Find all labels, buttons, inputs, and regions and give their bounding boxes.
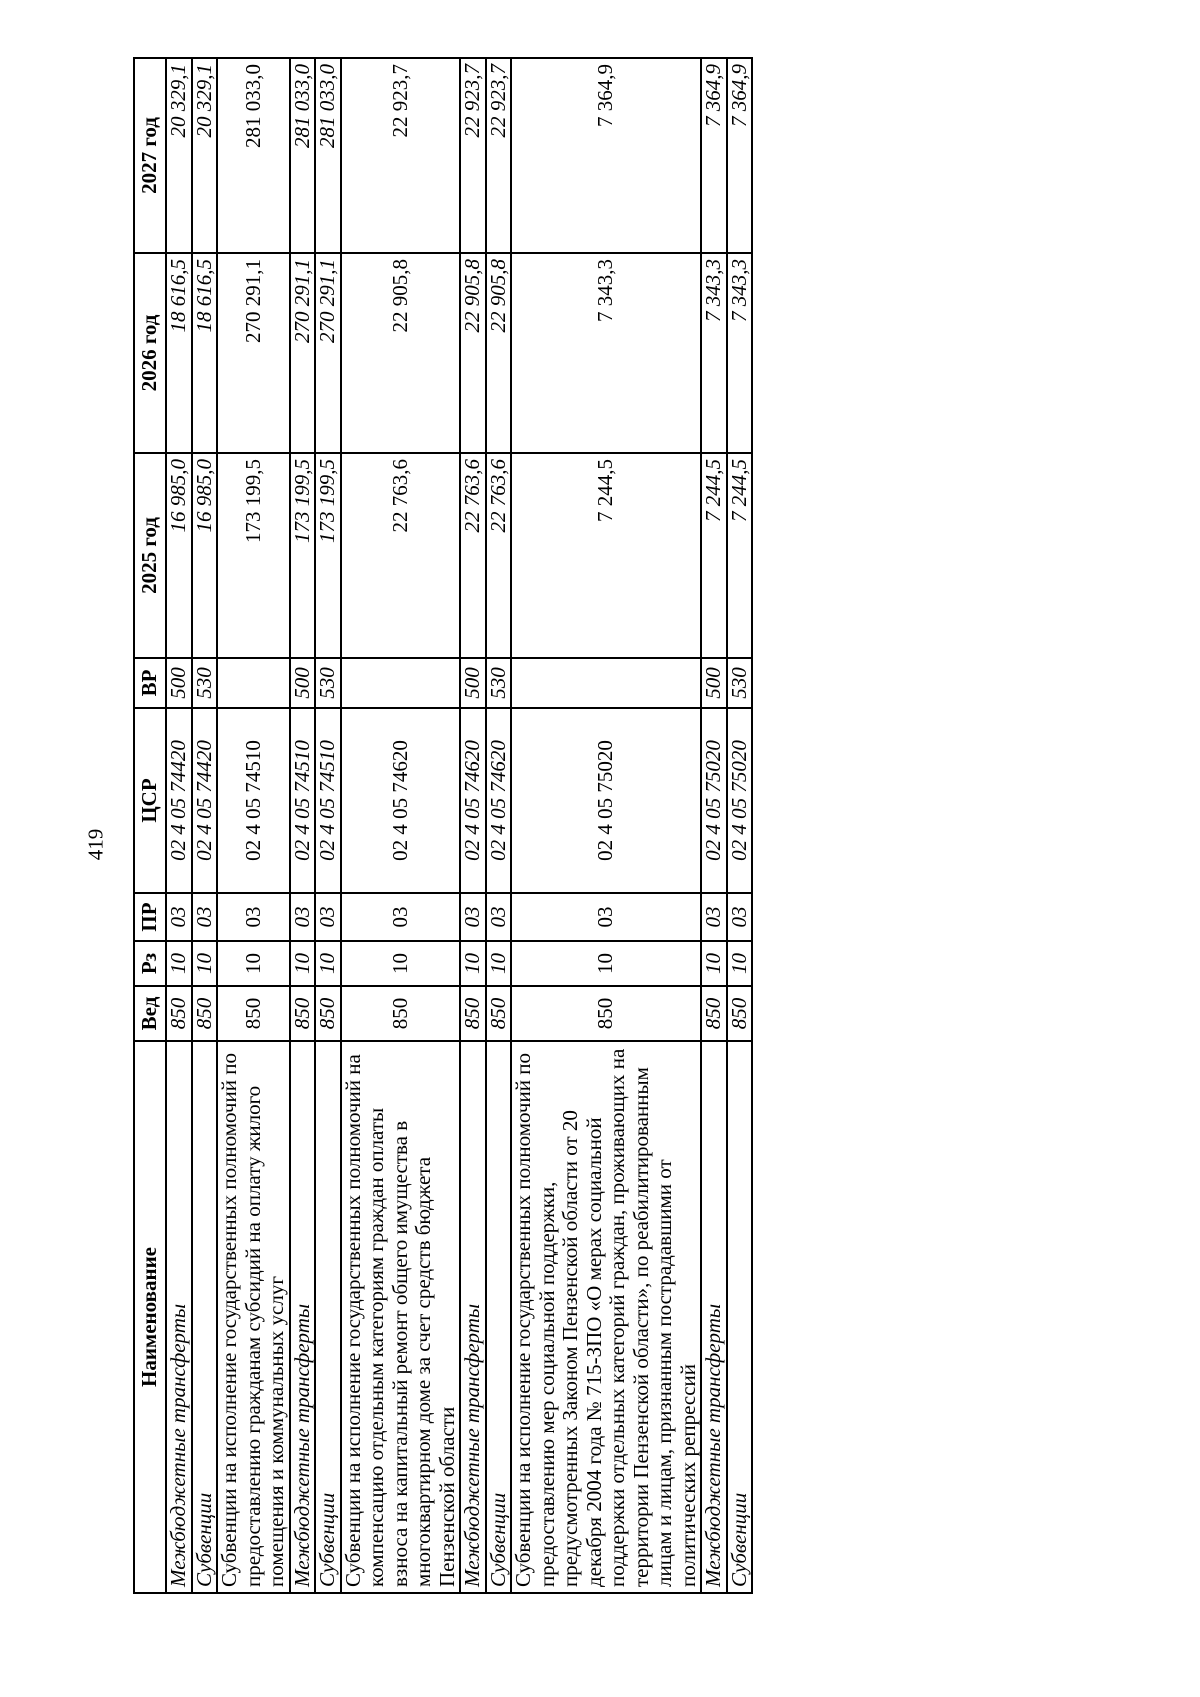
cell-ved: 850	[341, 986, 461, 1041]
cell-csr: 02 4 05 74420	[166, 708, 192, 893]
cell-rz: 10	[511, 941, 701, 986]
cell-2026: 18 616,5	[192, 253, 218, 453]
cell-vr	[217, 658, 290, 708]
table-row	[460, 58, 486, 1593]
cell-2027: 7 364,9	[511, 58, 701, 253]
table-row	[166, 58, 192, 1593]
cell-name: Межбюджетные трансферты	[290, 1041, 316, 1593]
cell-vr: 530	[315, 658, 341, 708]
cell-ved: 850	[315, 986, 341, 1041]
cell-pr: 03	[511, 893, 701, 941]
cell-2027: 22 923,7	[486, 58, 512, 253]
cell-2027: 22 923,7	[341, 58, 461, 253]
cell-2025: 22 763,6	[341, 453, 461, 658]
cell-name: Межбюджетные трансферты	[460, 1041, 486, 1593]
cell-csr: 02 4 05 75020	[701, 708, 727, 893]
cell-ved: 850	[290, 986, 316, 1041]
cell-csr: 02 4 05 74510	[290, 708, 316, 893]
header-2026: 2026 год	[134, 253, 166, 453]
cell-2026: 7 343,3	[511, 253, 701, 453]
cell-vr: 500	[701, 658, 727, 708]
cell-rz: 10	[192, 941, 218, 986]
cell-2025: 173 199,5	[290, 453, 316, 658]
cell-vr: 530	[486, 658, 512, 708]
cell-rz: 10	[217, 941, 290, 986]
cell-name: Субвенции	[486, 1041, 512, 1593]
cell-pr: 03	[460, 893, 486, 941]
cell-rz: 10	[460, 941, 486, 986]
cell-2025: 7 244,5	[511, 453, 701, 658]
cell-pr: 03	[727, 893, 753, 941]
cell-2026: 22 905,8	[460, 253, 486, 453]
cell-2026: 7 343,3	[701, 253, 727, 453]
cell-2025: 173 199,5	[315, 453, 341, 658]
cell-2025: 22 763,6	[486, 453, 512, 658]
cell-rz: 10	[166, 941, 192, 986]
cell-csr: 02 4 05 75020	[511, 708, 701, 893]
cell-pr: 03	[486, 893, 512, 941]
table-row	[511, 58, 701, 1593]
table-row	[217, 58, 290, 1593]
cell-2026: 7 343,3	[727, 253, 753, 453]
cell-csr: 02 4 05 74620	[341, 708, 461, 893]
cell-2025: 173 199,5	[217, 453, 290, 658]
table-row	[341, 58, 461, 1593]
header-2027: 2027 год	[134, 58, 166, 253]
cell-name: Межбюджетные трансферты	[166, 1041, 192, 1593]
cell-csr: 02 4 05 75020	[727, 708, 753, 893]
cell-rz: 10	[341, 941, 461, 986]
cell-rz: 10	[315, 941, 341, 986]
cell-name: Межбюджетные трансферты	[701, 1041, 727, 1593]
cell-2027: 281 033,0	[217, 58, 290, 253]
cell-2025: 22 763,6	[460, 453, 486, 658]
cell-vr: 500	[290, 658, 316, 708]
cell-ved: 850	[511, 986, 701, 1041]
header-csr: ЦСР	[134, 708, 166, 893]
cell-pr: 03	[217, 893, 290, 941]
cell-2026: 18 616,5	[166, 253, 192, 453]
cell-rz: 10	[486, 941, 512, 986]
table-row	[486, 58, 512, 1593]
cell-ved: 850	[192, 986, 218, 1041]
cell-csr: 02 4 05 74510	[315, 708, 341, 893]
cell-2027: 281 033,0	[315, 58, 341, 253]
header-2025: 2025 год	[134, 453, 166, 658]
cell-name: Субвенции на исполнение государственных полномочий по предоставлению гражданам субсидий на оплату жилого помещения и коммунальных услуг	[217, 1041, 290, 1593]
cell-pr: 03	[192, 893, 218, 941]
page-number: 419	[83, 828, 108, 861]
table-row	[701, 58, 727, 1593]
cell-name: Субвенции	[315, 1041, 341, 1593]
cell-vr: 530	[192, 658, 218, 708]
cell-vr	[511, 658, 701, 708]
table-row	[315, 58, 341, 1593]
cell-2027: 281 033,0	[290, 58, 316, 253]
cell-ved: 850	[727, 986, 753, 1041]
header-name: Наименование	[134, 1041, 166, 1593]
cell-csr: 02 4 05 74620	[460, 708, 486, 893]
cell-2027: 7 364,9	[701, 58, 727, 253]
cell-2026: 270 291,1	[217, 253, 290, 453]
cell-pr: 03	[341, 893, 461, 941]
cell-rz: 10	[290, 941, 316, 986]
cell-csr: 02 4 05 74420	[192, 708, 218, 893]
cell-2025: 16 985,0	[192, 453, 218, 658]
cell-rz: 10	[701, 941, 727, 986]
cell-pr: 03	[290, 893, 316, 941]
cell-rz: 10	[727, 941, 753, 986]
header-vr: ВР	[134, 658, 166, 708]
header-rz: Рз	[134, 941, 166, 986]
cell-2027: 20 329,1	[192, 58, 218, 253]
table-row	[727, 58, 753, 1593]
cell-2026: 22 905,8	[486, 253, 512, 453]
header-row	[134, 58, 166, 1593]
cell-2025: 7 244,5	[701, 453, 727, 658]
cell-ved: 850	[486, 986, 512, 1041]
cell-ved: 850	[166, 986, 192, 1041]
rotated-table-container	[133, 59, 837, 1594]
cell-pr: 03	[166, 893, 192, 941]
cell-csr: 02 4 05 74620	[486, 708, 512, 893]
cell-vr: 500	[460, 658, 486, 708]
cell-pr: 03	[315, 893, 341, 941]
budget-table	[133, 57, 753, 1594]
cell-ved: 850	[217, 986, 290, 1041]
cell-2025: 7 244,5	[727, 453, 753, 658]
cell-2026: 270 291,1	[290, 253, 316, 453]
cell-ved: 850	[460, 986, 486, 1041]
cell-2027: 20 329,1	[166, 58, 192, 253]
table-row	[192, 58, 218, 1593]
cell-vr	[341, 658, 461, 708]
table-row	[290, 58, 316, 1593]
cell-2026: 270 291,1	[315, 253, 341, 453]
cell-2027: 22 923,7	[460, 58, 486, 253]
header-pr: ПР	[134, 893, 166, 941]
cell-ved: 850	[701, 986, 727, 1041]
cell-2027: 7 364,9	[727, 58, 753, 253]
cell-name: Субвенции	[192, 1041, 218, 1593]
cell-2025: 16 985,0	[166, 453, 192, 658]
cell-vr: 530	[727, 658, 753, 708]
cell-2026: 22 905,8	[341, 253, 461, 453]
cell-csr: 02 4 05 74510	[217, 708, 290, 893]
cell-pr: 03	[701, 893, 727, 941]
cell-name: Субвенции на исполнение государственных полномочий на компенсацию отдельным категориям граждан оплаты взноса на капитальный ремонт общего имущества в многоквартирном доме за счет средств бюджета Пензенской области	[341, 1041, 461, 1593]
cell-vr: 500	[166, 658, 192, 708]
cell-name: Субвенции	[727, 1041, 753, 1593]
cell-name: Субвенции на исполнение государственных полномочий по предоставлению мер социальной поддержки, предусмотренных Законом Пензенской области от 20 декабря 2004 года № 715-ЗПО «О мерах социальной поддержки отдельных категорий граждан, проживающих на территории Пензенской области», по реабилитированным лицам и лицам, признанным пострадавшими от политических репрессий	[511, 1041, 701, 1593]
header-ved: Вед	[134, 986, 166, 1041]
